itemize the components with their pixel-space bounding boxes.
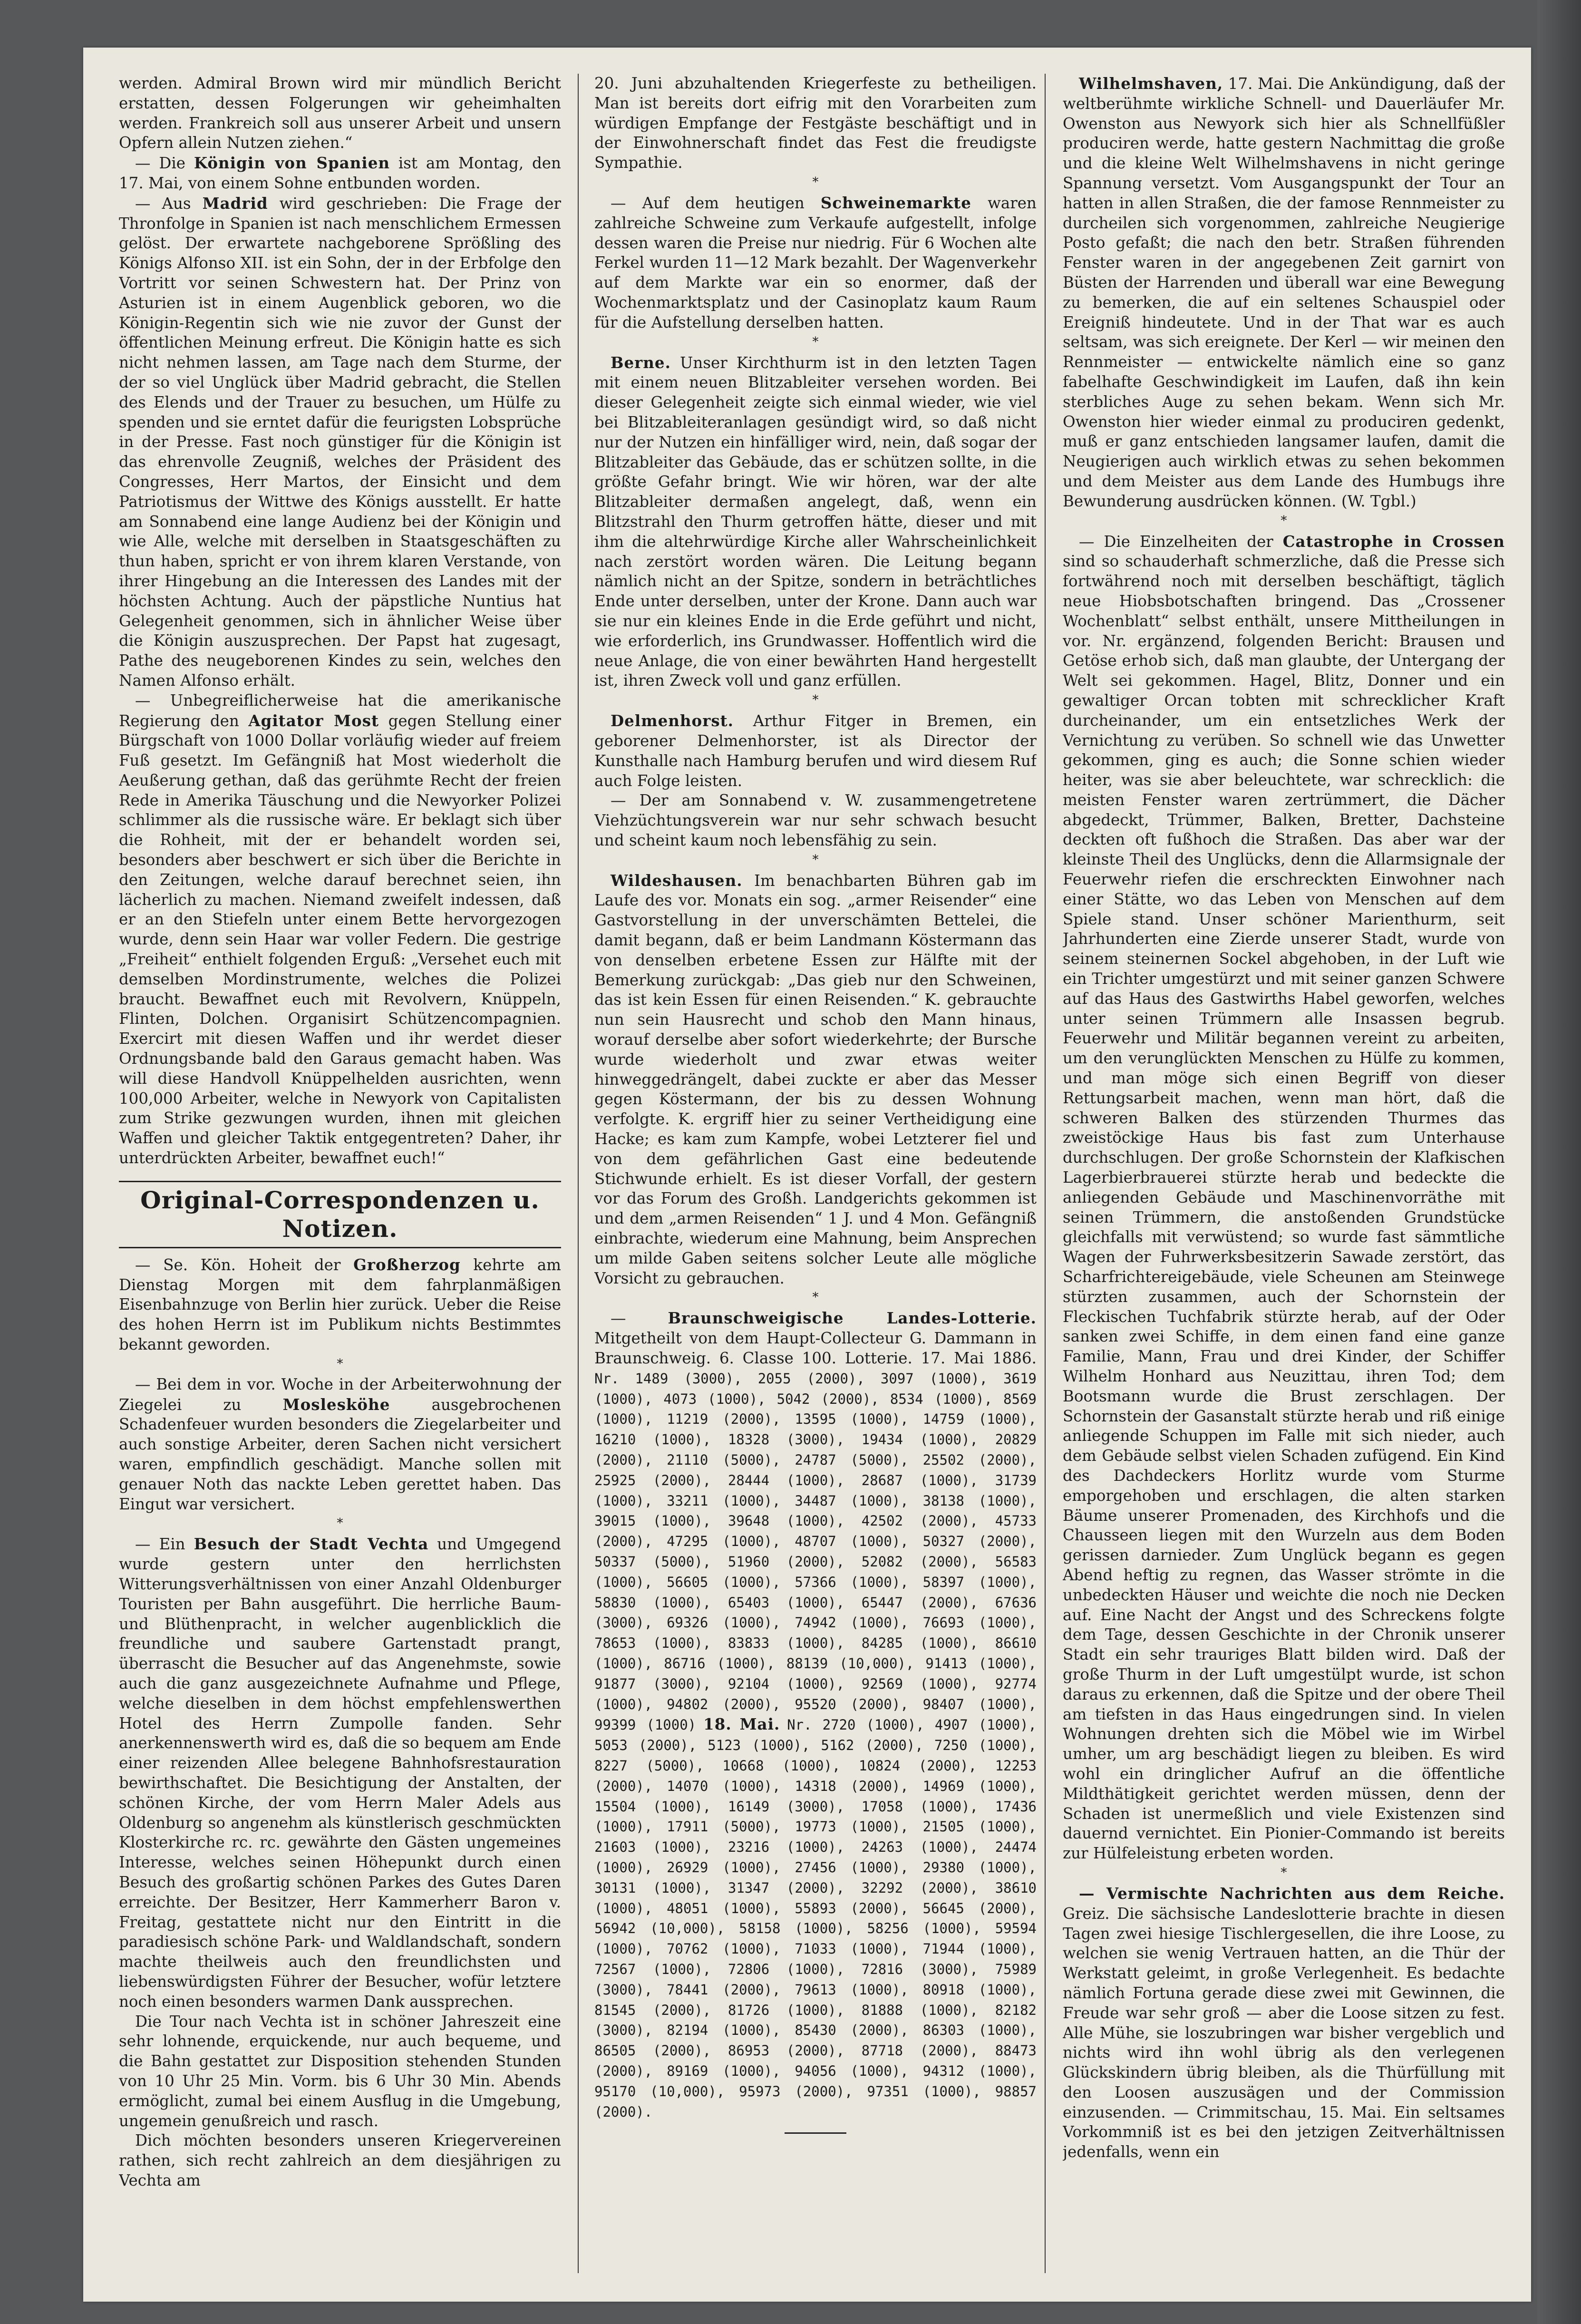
headline: Braunschweigische Landes-Lotterie. [668,1309,1037,1328]
headline: Moslesköhe [282,1395,390,1414]
separator-asterisk: * [812,334,819,349]
article-text: — Bei dem in vor. Woche in der Arbeiterwohnung der Ziegelei zu [119,1375,561,1414]
lottery-numbers: Nr. 1489 (3000), 2055 (2000), 3097 (1000), 3619 (1000), 4073 (1000), 5042 (2000), 8534 (1000), 8569 (1000), 11219 (2000), 13595 (1000), 14759 (1000), 16210 (1000), 18328 (3000), 19434 (1000), 20829 (2000), 21110 (5000), 24787 (5000), 25502 (2000), 25925 (2000), 28444 (1000), 28687 (1000), 31739 (1000), 33211 (1000), 34487 (1000), 38138 (1000), 39015 (1000), 39648 (1000), 42502 (2000), 45733 (2000), 47295 (1000), 48707 (1000), 50327 (2000), 50337 (5000), 51960 (2000), 52082 (2000), 56583 (1000), 56605 (1000), 57366 (1000), 58397 (1000), 58830 (1000), 65403 (1000), 65447 (2000), 67636 (3000), 69326 (1000), 74942 (1000), 76693 (1000), 78653 (1000), 83833 (1000), 84285 (1000), 86610 (1000), 86716 (1000), 88139 (10,000), 91413 (1000), 91877 (3000), 92104 (1000), 92569 (1000), 92774 (1000), 94802 (2000), 95520 (2000), 98407 (1000), 99399 (1000) [594,1370,1037,1733]
headline: — Vermischte Nachrichten aus dem Reiche. [1079,1884,1505,1903]
article-text: Mitgetheilt von dem Haupt-Collecteur G. Dammann in Braunschweig. 6. Classe 100. Lotterie. 17. Mai 1886. [594,1329,1037,1368]
headline: Besuch der Stadt Vechta [194,1535,429,1554]
source-citation: (W. Tgbl.) [1341,492,1416,510]
article-lotterie: — Braunschweigische Landes-Lotterie. Mitgetheilt von dem Haupt-Collecteur G. Dammann in Braunschweig. 6. Classe 100. Lotterie. 17. Mai 1886. Nr. 1489 (3000), 2055 (2000), 3097 (1000), 3619 (1000), 4073 (1000), 5042 (2000), 8534 (1000), 8569 (1000), 11219 (2000), 13595 (1000), 14759 (1000), 16210 (1000), 18328 (3000), 19434 (1000), 20829 (2000), 21110 (5000), 24787 (5000), 25502 (2000), 25925 (2000), 28444 (1000), 28687 (1000), 31739 (1000), 33211 (1000), 34487 (1000), 38138 (1000), 39015 (1000), 39648 (1000), 42502 (2000), 45733 (2000), 47295 (1000), 48707 (1000), 50327 (2000), 50337 (5000), 51960 (2000), 52082 (2000), 56583 (1000), 56605 (1000), 57366 (1000), 58397 (1000), 58830 (1000), 65403 (1000), 65447 (2000), 67636 (3000), 69326 (1000), 74942 (1000), 76693 (1000), 78653 (1000), 83833 (1000), 84285 (1000), 86610 (1000), 86716 (1000), 88139 (10,000), 91413 (1000), 91877 (3000), 92104 (1000), 92569 (1000), 92774 (1000), 94802 (2000), 95520 (2000), 98407 (1000), 99399 (1000) 18. Mai. Nr. 2720 (1000), 4907 (1000), 5053 (2000), 5123 (1000), 5162 (2000), 7250 (1000), 8227 (5000), 10668 (1000), 10824 (2000), 12253 (2000), 14070 (1000), 14318 (2000), 14969 (1000), 15504 (1000), 16149 (3000), 17058 (1000), 17436 (1000), 17911 (5000), 19773 (1000), 21505 (1000), 21603 (1000), 23216 (1000), 24263 (1000), 24474 (1000), 26929 (1000), 27456 (1000), 29380 (1000), 30131 (1000), 31347 (2000), 32292 (2000), 38610 (1000), 48051 (1000), 55893 (2000), 56645 (2000), 56942 (10,000), 58158 (1000), 58256 (1000), 59594 (1000), 70762 (1000), 71033 (1000), 71944 (1000), 72567 (1000), 72806 (1000), 72816 (3000), 75989 (3000), 78441 (2000), 79613 (1000), 80918 (1000), 81545 (2000), 81726 (1000), 81888 (1000), 82182 (3000), 82194 (1000), 85430 (2000), 86303 (1000), 86505 (2000), 86953 (2000), 87718 (2000), 88473 (2000), 89169 (1000), 94056 (1000), 94312 (1000), 95170 (10,000), 95973 (2000), 97351 (1000), 98857 (2000). [594,1309,1037,2120]
article-berne [594,353,1037,691]
article-wildeshausen [594,871,1037,1289]
article-continuation: werden. Admiral Brown wird mir mündlich Bericht erstatten, dessen Folgerungen wir geheimhalten werden. Frankreich soll aus unserer Arbeit und unsern Opfern allein Nutzen ziehen.“ [119,74,561,152]
article-text: wird geschrieben: Die Frage der Thronfolge in Spanien ist nach menschlichem Ermessen gelöst. Der erwartete nachgeborene Sprößling des Königs Alfonso XII. ist ein Sohn, der in der Erbfolge den Vortritt vor seinen Schwestern hat. Der Prinz von Asturien ist in einem Augenblick geboren, wo die Königin-Regentin sich wie nie zuvor der Gunst der öffentlichen Meinung erfreut. Die Königin hatte es sich nicht nehmen lassen, am Tage nach dem Sturme, der der so viel Unglück über Madrid gebracht, die Stellen des Elends und der Trauer zu besuchen, um Hülfe zu spenden und sie erntet dafür die feurigsten Lobsprüche in der Presse. Fast noch günstiger für die Königin ist das ehrenvolle Zeugniß, welches der Präsident des Congresses, Herr Martos, der Einsicht und dem Patriotismus der Wittwe des Königs ausstellt. Er hatte am Sonnabend eine lange Audienz bei der Königin und wie Alle, welche mit derselben in Staatsgeschäften zu thun haben, spricht er von ihrem klaren Verstande, von ihrer Hingebung an die Interessen des Landes mit der höchsten Achtung. Auch der päpstliche Nuntius hat Gelegenheit genommen, sich in ähnlicher Weise über die Königin auszusprechen. Der Papst hat zugesagt, Pathe des neugeborenen Kindes zu sein, welches den Namen Alfonso erhält. [119,194,561,690]
article-grossherzog [119,1255,561,1355]
headline: Wildeshausen. [611,871,743,890]
article-schweinemarkt [594,193,1037,333]
article-text: — Ein [135,1535,185,1554]
article-delmenhorst-2: — Der am Sonnabend v. W. zusammengetretene Viehzüchtungsverein war nur sehr schwach besucht und scheint kaum noch lebensfähig zu sein. [594,791,1037,849]
article-vechta [119,1534,561,2012]
article-text: Im benachbarten Bühren gab im Laufe des vor. Monats ein sog. „armer Reisender“ eine Gastvorstellung in der unverschämten Bettelei, die damit begann, daß er beim Landmann Köstermann das von denselben erbetene Essen zur Hälfte mit der Bemerkung zurückgab: „Das gieb nur den Schweinen, das ist kein Essen für einen Reisenden.“ K. gebrauchte nun sein Hausrecht und schob den Mann hinaus, worauf derselbe aber sofort wiederkehrte; der Bursche wurde wiederholt und zwar etwas weiter hinweggedrängelt, dabei zuckte er aber das Messer gegen Köstermann, der bis zu dessen Wohnung verfolgte. K. ergriff hier zu seiner Vertheidigung eine Hacke; es kam zum Kampfe, wobei Letzterer fiel und von dem gefährlichen Gast eine bedeutende Stichwunde erhielt. Es ist dieser Vorfall, der gestern vor das Forum des Großh. Landgerichts gekommen ist und dem „armen Reisenden“ 1 J. und 4 Mon. Gefängniß einbrachte, wiederum eine Mahnung, beim Ansprechen um milde Gaben seitens solcher Leute alle mögliche Vorsicht zu gebrauchen. [594,871,1037,1287]
column-rule [1045,74,1046,2273]
article-text: Greiz. Die sächsische Landeslotterie brachte in diesen Tagen zwei hiesige Tischlergesellen, die ihre Loose, zu welchen sie wenig Vertrauen hatten, an die Thür der Werkstatt geleimt, in große Verlegenheit. Es bedachte nämlich Fortuna gerade diese zwei mit Gewinnen, die Freude war sehr groß — aber die Loose sitzen zu fest. Alle Mühe, sie loszubringen war bisher vergeblich und nichts wird ihn wohl übrig als den verlegenen Glückskindern übrig bleiben, als die Thürfüllung mit den Loosen auszusägen und der Commission einzusenden. — Crimmitschau, 15. Mai. Ein seltsames Vorkommniß ist es bei den jetzigen Zeitverhältnissen jedenfalls, wenn ein [1063,1904,1505,2161]
separator-asterisk: * [1280,1865,1287,1880]
article-text: 17. Mai. Die Ankündigung, daß der weltberühmte wirkliche Schnell- und Dauerläufer Mr. Owenston aus Newyork sich hier als Schnellfüßler produciren werde, hatte gestern Nachmittag die große und die kleine Welt Wilhelmshavens in nicht geringe Spannung versetzt. Vom Ausgangspunkt der Tour an hatten in allen Straßen, die der famose Rennmeister zu durcheilen sich vorgenommen, zahlreiche Neugierige Posto gefaßt; die nach den betr. Straßen führenden Fenster waren in der angegebenen Zeit garnirt von Büsten der Harrenden und überall war eine Bewegung zu bemerken, die auf ein seltenes Schauspiel oder Ereigniß hindeutete. Und in der That war es auch seltsam, was sich ereignete. Der Kerl — wir meinen den Rennmeister — entwickelte nämlich eine so ganz fabelhafte Geschwindigkeit im Laufen, daß ihn kein sterbliches Auge zu sehen bekam. Wenn sich Mr. Owenston hier wieder einmal zu produciren gedenkt, muß er ganz entschieden langsamer laufen, damit die Neugierigen auch wirklich etwas zu sehen bekommen und dem Meister aus dem Lande des Humbugs ihre Bewunderung ausdrücken können. [1063,75,1505,510]
article-spain: — Die Königin von Spanien ist am Montag, den 17. Mai, von einem Sohne entbunden worden. [119,154,561,192]
separator-asterisk: * [1280,513,1287,528]
headline: Wilhelmshaven, [1079,74,1223,93]
separator-asterisk: * [812,852,819,867]
headline: Delmenhorst. [611,711,734,730]
separator-asterisk: * [337,1356,343,1371]
newspaper-page [83,48,1531,2302]
headline: Großherzog [353,1255,461,1274]
article-vechta-3: Dich möchten besonders unseren Kriegervereinen rathen, sich recht zahlreich an dem diesjährigen zu Vechta am [119,2131,561,2189]
article-text: — Die Einzelheiten der [1079,532,1273,551]
article-text: sind so schauderhaft schmerzliche, daß die Presse sich fortwährend noch mit derselben beschäftigt, täglich neue Hiobsbotschaften bringend. Das „Crossener Wochenblatt“ selbst enthält, unsere Mittheilungen in vor. Nr. ergänzend, folgenden Bericht: Brausen und Getöse erhob sich, daß man glaubte, der Untergang der Welt sei gekommen. Hagel, Blitz, Donner und ein gewaltiger Orcan tobten mit schrecklicher Kraft durcheinander, um ein entsetzliches Werk der Vernichtung zu verüben. So schnell wie das Unwetter gekommen, ging es auch; die Sonne schien wieder heiter, was sie aber beleuchtete, war schrecklich: die meisten Fenster waren zertrümmert, die Dächer abgedeckt, Trümmer, Balken, Bretter, Dachsteine deckten oft fußhoch die Straßen. Das aber war der kleinste Theil des Unglücks, denn die Allarmsignale der Feuerwehr riefen die erschreckten Einwohner nach einer Stätte, wo das Leben von Menschen auf dem Spiele stand. Unser schöner Marienthurm, seit Jahrhunderten eine Zierde unserer Stadt, wurde von seinem steinernen Sockel abgehoben, in der Luft wie ein Trichter umgestürzt und mit seiner ganzen Schwere auf das Haus des Gastwirths Habel geworfen, welches unter seinen Trümmern alle Insassen begrub. Feuerwehr und Militär begannen vereint zu arbeiten, um den verunglückten Menschen zu Hülfe zu kommen, und man möge sich einen Begriff von dieser Rettungsarbeit machen, wenn man hört, daß die schweren Balken des stürzenden Thurmes das zweistöckige Haus bis fast zum Unterhause durchschlugen. Der große Schornstein der Klafkischen Lagerbierbrauerei stürzte herab und bedeckte die anliegenden Gebäude und Maschinenvorräthe mit seinen Trümmern, die anstoßenden Grundstücke gleichfalls mit verwüstend; so wurde fast sämmtliche Wagen der Fuhrwerksbesitzerin Sawade zerstört, das Scharfrichtereigebäude, viele Scheunen am Steinwege stürzten zusammen, auch der Schornstein der Fleckischen Tuchfabrik stürzte herab, auf der Oder sanken zwei Schiffe, in dem einen fand eine ganze Familie, Mann, Frau und drei Kinder, der Schiffer Wilhelm Honhard aus Neuzittau, ihren Tod; dem Bootsmann wurde die Brust zerschlagen. Der Schornstein der Gasanstalt stürzte herab und riß einige anliegende Schuppen im Falle mit sich nieder, auch dem Gebäude selbst vielen Schaden zufügend. Ein Kind des Dachdeckers Horlitz wurde vom Sturme emporgehoben und erschlagen, die alten starken Bäume unserer Promenaden, des Kirchhofs und die Chausseen liegen mit den Wurzeln aus dem Boden gerissen darnieder. Zum Unglück begann es gegen Abend heftig zu regnen, das Wasser strömte in die unbedeckten Häuser und weichte die noch nie Decken auf. Eine Nacht der Angst und des Schreckens folgte dem Tage, dessen Geschichte in der Chronik unserer Stadt ein sehr trauriges Blatt bilden wird. Daß der große Thurm in der Luft umgestülpt wurde, ist schon daraus zu erkennen, daß die Spitze und der obere Theil am tiefsten in das Haus eingedrungen sind. In vielen Wohnungen drehten sich die Möbel wie im Wirbel umher, um arg beschädigt liegen zu bleiben. Es wird wohl ein dringlicher Aufruf an die öffentliche Mildthätigkeit gerichtet werden müssen, denn der Schaden ist unermeßlich und viele Existenzen sind dauernd vernichtet. Ein Pionier-Commando ist bereits zur Hülfeleistung erbeten worden. [1063,552,1505,1863]
article-text: und Umgegend wurde gestern unter den herrlichsten Witterungsverhältnissen von einer Anzahl Oldenburger Touristen per Bahn ausgeführt. Die herrliche Baum- und Blüthenpracht, in welcher augenblicklich die freundliche und saubere Gartenstadt prangt, überrascht die Besucher auf das Angenehmste, sowie auch die ganz ausgezeichnete Aufnahme und Pflege, welche dieselben in dem höchst empfehlenswerthen Hotel des Herrn Zumpolle fanden. Sehr anerkennenswerth wird es, daß die so bequem am Ende einer reizenden Allee belegene Bahnhofsrestauration bewirthschaftet. Die Besichtigung der Anstalten, der schönen Kirche, der vom Herrn Maler Adels aus Oldenburg so angenehm als künstlerisch geschmückten Klosterkirche rc. rc. gewährte den Gästen ungemeines Interesse, welches seinen Höhepunkt durch einen Besuch des großartig schönen Parkes des Gutes Daren erreichte. Der Besitzer, Herr Kammerherr Baron v. Freitag, gestattete nicht nur den Eintritt in die paradiesisch schöne Park- und Waldlandschaft, sondern machte theilweis auch den freundlichsten und liebenswürdigsten Führer der Besucher, wofür letztere noch einen besonders warmen Dank aussprechen. [119,1535,561,2011]
article-text: ausgebrochenen Schadenfeuer wurden besonders die Ziegelarbeiter und auch sonstige Arbeiter, deren Sachen nicht versichert waren, empfindlich geschädigt. Manche sollen mit genauer Noth das nackte Leben gerettet haben. Das Eingut war versichert. [119,1395,561,1513]
article-text: gegen Stellung einer Bürgschaft von 1000 Dollar vorläufig wieder auf freiem Fuß gesetzt. Im Gefängniß hat Most wiederholt die Aeußerung gethan, daß das gerühmte Recht der freien Rede in Amerika Täuschung und die Newyorker Polizei schlimmer als die russische wäre. Er beklagt sich über die Rohheit, mit der er behandelt worden sei, besonders aber beschwert er sich über die Berichte in den Zeitungen, welche darauf berechnet seien, ihn lächerlich zu machen. Niemand zweifelt indessen, daß er an den Stiefeln unter einem Bette hervorgezogen wurde, denn sein Haar war voller Federn. Die gestrige „Freiheit“ enthielt folgenden Erguß: „Versehet euch mit demselben Mordinstrumente, welches die Polizei braucht. Bewaffnet euch mit Revolvern, Knüppeln, Flinten, Dolchen. Organisirt Schützencompagnien. Exercirt mit diesen Waffen und ihr werdet dieser Ordnungsbande bald den Garaus gemacht haben. Was will diese Handvoll Knüppelhelden ausrichten, wenn 100,000 Arbeiter, welche in Newyork von Capitalisten zum Strike gezwungen wurden, ihnen mit gleichen Waffen und gleicher Taktik entgegentreten? Daher, ihr unterdrückten Arbeiter, bewaffnet euch!“ [119,711,561,1167]
article-text: Unser Kirchthurm ist in den letzten Tagen mit einem neuen Blitzableiter versehen worden. Bei dieser Gelegenheit zeigte sich einmal wieder, wie viel bei Blitzableiteranlagen gesündigt wird, so daß nicht nur der Nutzen ein hinfälliger wird, nein, daß sogar der Blitzableiter das Gebäude, das er schützen sollte, in die größte Gefahr bringt. Wie wir hören, war der alte Blitzableiter dermaßen angelegt, daß, wenn ein Blitzstrahl den Thurm getroffen hätte, dieser und mit ihm die altehrwürdige Kirche aller Wahrscheinlichkeit nach zerstört worden wären. Die Leitung begann nämlich nicht an der Spitze, sondern in beträchtliches Ende unter derselben, unter der Krone. Dann auch war sie nur ein kleines Ende in die Erde geführt und nicht, wie erforderlich, ins Grundwasser. Hoffentlich wird die neue Anlage, die von einer bewährten Hand hergestellt ist, ihren Zweck voll und ganz erfüllen. [594,353,1037,690]
headline: Catastrophe in Crossen [1282,532,1505,551]
headline: Agitator Most [248,711,379,730]
column-2 [594,74,1037,2134]
headline: Schweinemarkte [820,193,971,212]
separator-asterisk: * [812,1290,819,1305]
article-madrid: — Aus Madrid wird geschrieben: Die Frage der Thronfolge in Spanien ist nach menschlichem Ermessen gelöst. Der erwartete nachgeborene Sprößling des Königs Alfonso XII. ist ein Sohn, der in der Erbfolge den Vortritt vor seinen Schwestern hat. Der Prinz von Asturien ist in einem Augenblick geboren, wo die Königin-Regentin sich wie nie zuvor der Gunst der öffentlichen Meinung erfreut. Die Königin hatte es sich nicht nehmen lassen, am Tage nach dem Sturme, der der so viel Unglück über Madrid gebracht, die Stellen des Elends und der Trauer zu besuchen, um Hülfe zu spenden und sie erntet dafür die feurigsten Lobsprüche in der Presse. Fast noch günstiger für die Königin ist das ehrenvolle Zeugniß, welches der Präsident des Congresses, Herr Martos, der Einsicht und dem Patriotismus der Wittwe des Königs ausstellt. Er hatte am Sonnabend eine lange Audienz bei der Königin und wie Alle, welche mit derselben in Staatsgeschäften zu thun haben, spricht er von ihrem klaren Verstande, von ihrer Hingebung an die Interessen des Landes mit der höchsten Achtung. Auch der päpstliche Nuntius hat Gelegenheit genommen, sich in ähnlicher Weise über die Königin auszusprechen. Der Papst hat zugesagt, Pathe des neugeborenen Kindes zu sein, welches den Namen Alfonso erhält. [119,194,561,690]
lottery-numbers: Nr. 2720 (1000), 4907 (1000), 5053 (2000), 5123 (1000), 5162 (2000), 7250 (1000), 8227 (5000), 10668 (1000), 10824 (2000), 12253 (2000), 14070 (1000), 14318 (2000), 14969 (1000), 15504 (1000), 16149 (3000), 17058 (1000), 17436 (1000), 17911 (5000), 19773 (1000), 21505 (1000), 21603 (1000), 23216 (1000), 24263 (1000), 24474 (1000), 26929 (1000), 27456 (1000), 29380 (1000), 30131 (1000), 31347 (2000), 32292 (2000), 38610 (1000), 48051 (1000), 55893 (2000), 56645 (2000), 56942 (10,000), 58158 (1000), 58256 (1000), 59594 (1000), 70762 (1000), 71033 (1000), 71944 (1000), 72567 (1000), 72806 (1000), 72816 (3000), 75989 (3000), 78441 (2000), 79613 (1000), 80918 (1000), 81545 (2000), 81726 (1000), 81888 (1000), 82182 (3000), 82194 (1000), 85430 (2000), 86303 (1000), 86505 (2000), 86953 (2000), 87718 (2000), 88473 (2000), 89169 (1000), 94056 (1000), 94312 (1000), 95170 (10,000), 95973 (2000), 97351 (1000), 98857 (2000). [594,1717,1037,2120]
end-rule [785,2132,846,2134]
scanner-edge [1537,0,1581,2324]
article-wilhelmshaven [1063,74,1505,512]
article-text: — Auf dem heutigen [611,194,805,212]
article-text: Arthur Fitger in Bremen, ein geborener Delmenhorster, ist als Director der Kunsthalle nach Hamburg berufen und wird diesem Ruf auch Folge leisten. [594,712,1037,790]
section-header: Original-Correspondenzen u. Notizen. [119,1181,561,1248]
article-vermischte [1063,1884,1505,2162]
column-3 [1063,74,1505,2162]
separator-asterisk: * [812,175,819,189]
article-delmenhorst [594,711,1037,791]
article-text: waren zahlreiche Schweine zum Verkaufe aufgestellt, infolge dessen waren die Preise nur niedrig. Für 6 Wochen alte Ferkel wurden 11—12 Mark bezahlt. Der Wagenverkehr auf dem Markte war ein so enormer, daß der Wochenmarktsplatz und der Casinoplatz kaum Raum für die Aufstellung derselben hatten. [594,194,1037,331]
column-1 [119,74,561,2191]
article-text: ist am Montag, den 17. Mai, von einem Sohne entbunden worden. [119,154,561,192]
article-moslesloehe [119,1375,561,1515]
column-rule [578,74,579,2273]
article-text: kehrte am Dienstag Morgen mit dem fahrplanmäßigen Eisenbahnzuge von Berlin hier zurück. Ueber die Reise des hohen Herrn ist im Publikum nichts Bestimmtes bekannt geworden. [119,1255,561,1354]
lottery-date: 18. Mai. [703,1715,780,1734]
article-vechta-2: Die Tour nach Vechta ist in schöner Jahreszeit eine sehr lohnende, erquickende, nur auch bequeme, und die Bahn gestattet zur Disposition stehenden Stunden von 10 Uhr 25 Min. Vorm. bis 6 Uhr 30 Min. Abends ermöglicht, zumal bei einem Ausflug in die Umgebung, ungemein genußreich und rasch. [119,2012,561,2130]
article-text: — Unbegreiflicherweise hat die amerikanische Regierung den [119,691,561,730]
separator-asterisk: * [337,1516,343,1531]
headline: Berne. [611,353,671,372]
article-crossen [1063,532,1505,1864]
article-text: — Se. Kön. Hoheit der [135,1255,341,1274]
headline: Madrid [202,194,268,213]
headline: Königin von Spanien [194,154,390,173]
article-most [119,691,561,1168]
separator-asterisk: * [812,693,819,708]
article-continuation: 20. Juni abzuhaltenden Kriegerfeste zu betheiligen. Man ist bereits dort eifrig mit den Vorarbeiten zum würdigen Empfange der Festgäste beschäftigt und in der Einwohnerschaft findet das Fest die freudigste Sympathie. [594,74,1037,172]
